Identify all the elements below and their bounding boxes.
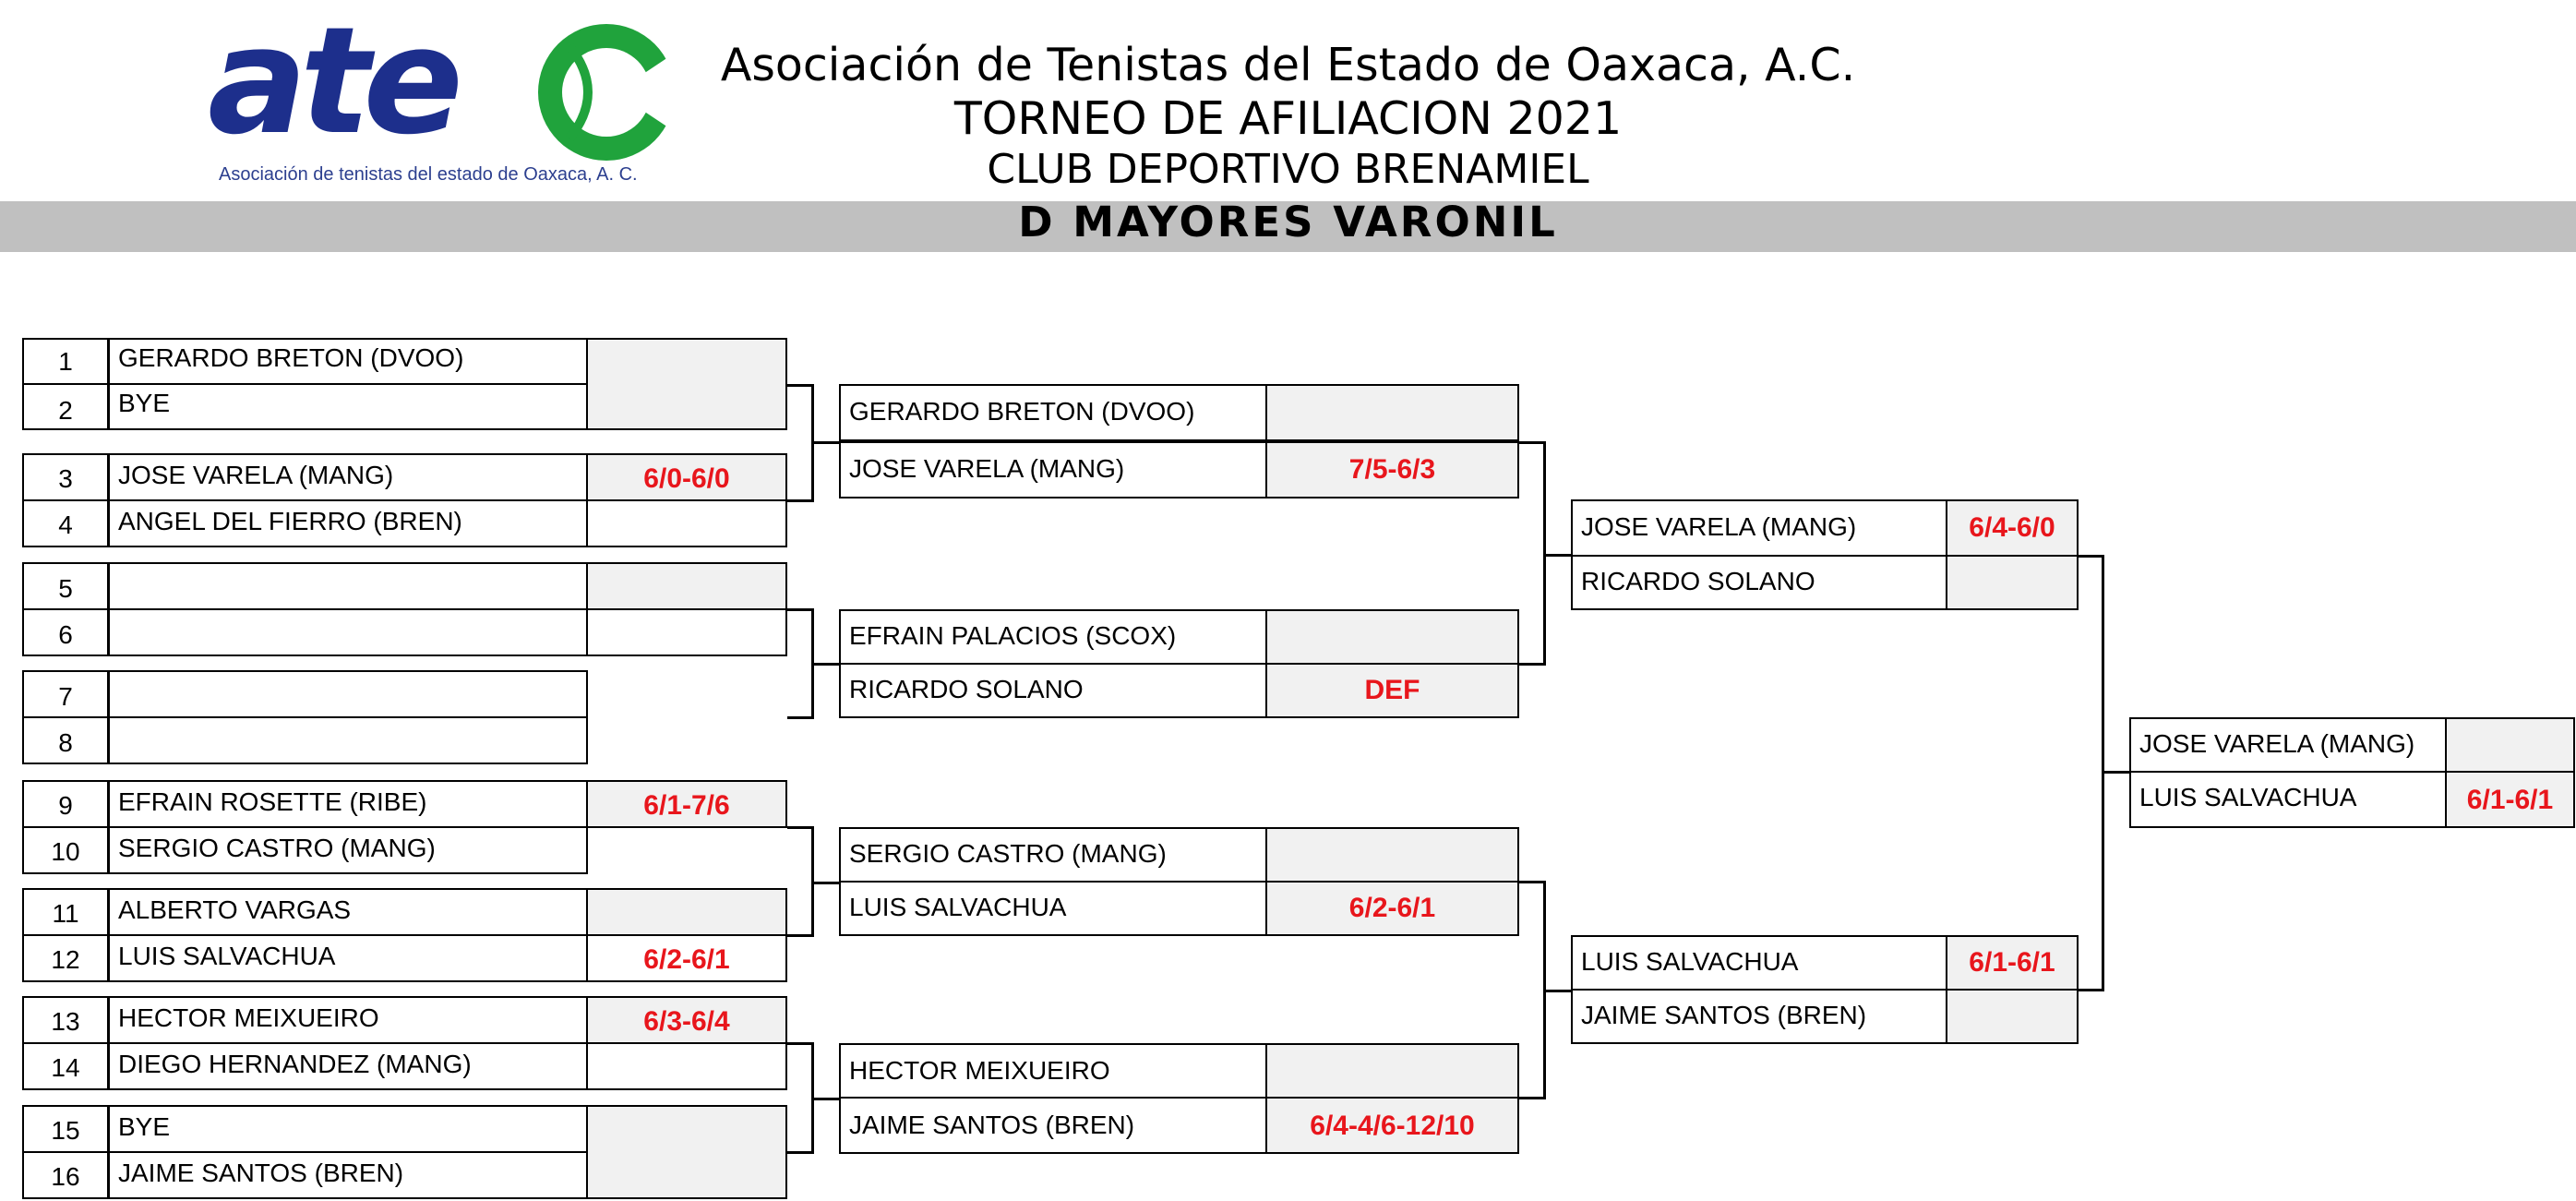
seed-number: 11 <box>22 888 109 936</box>
player-name: LUIS SALVACHUA <box>1571 935 1947 991</box>
match-score: 6/3-6/4 <box>586 996 787 1044</box>
player-name: BYE <box>108 383 588 430</box>
match-score: 6/4-4/6-12/10 <box>1265 1097 1519 1154</box>
match-score <box>586 562 787 610</box>
seed-number: 16 <box>22 1151 109 1199</box>
player-name <box>108 562 588 610</box>
match-score: 6/2-6/1 <box>1265 881 1519 936</box>
match-score <box>586 1042 787 1090</box>
match-score: 7/5-6/3 <box>1265 441 1519 498</box>
match-score <box>1946 989 2079 1044</box>
logo-wordmark: ate <box>208 0 456 167</box>
match-score <box>1265 609 1519 665</box>
seed-number: 13 <box>22 996 109 1044</box>
player-name: HECTOR MEIXUEIRO <box>108 996 588 1044</box>
match-score: 6/0-6/0 <box>586 453 787 501</box>
seed-number: 6 <box>22 608 109 656</box>
seed-number: 3 <box>22 453 109 501</box>
seed-number: 12 <box>22 934 109 982</box>
match-score: 6/2-6/1 <box>586 934 787 982</box>
player-name <box>108 670 588 718</box>
category-title: D MAYORES VARONIL <box>1018 198 1558 246</box>
player-name: BYE <box>108 1105 588 1153</box>
match-score <box>1265 827 1519 883</box>
match-score <box>1946 555 2079 610</box>
association-title: Asociación de Tenistas del Estado de Oaxaca, A.C. <box>720 39 1856 91</box>
seed-number: 10 <box>22 826 109 874</box>
player-name: HECTOR MEIXUEIRO <box>839 1043 1267 1099</box>
venue-title: CLUB DEPORTIVO BRENAMIEL <box>987 146 1589 193</box>
match-score <box>1265 384 1519 441</box>
match-score: 6/1-7/6 <box>586 780 787 828</box>
logo-tagline: Asociación de tenistas del estado de Oaxaca, A. C. <box>219 164 638 185</box>
player-name: EFRAIN ROSETTE (RIBE) <box>108 780 588 828</box>
seed-number: 9 <box>22 780 109 828</box>
player-name: DIEGO HERNANDEZ (MANG) <box>108 1042 588 1090</box>
player-name: JOSE VARELA (MANG) <box>2129 717 2447 773</box>
match-score: 6/4-6/0 <box>1946 499 2079 557</box>
player-name: JOSE VARELA (MANG) <box>1571 499 1947 557</box>
player-name: RICARDO SOLANO <box>1571 555 1947 610</box>
seed-number: 7 <box>22 670 109 718</box>
player-name: JAIME SANTOS (BREN) <box>1571 989 1947 1044</box>
player-name: RICARDO SOLANO <box>839 663 1267 718</box>
seed-number: 14 <box>22 1042 109 1090</box>
seed-number: 4 <box>22 499 109 547</box>
match-score: DEF <box>1265 663 1519 718</box>
match-score <box>1265 1043 1519 1099</box>
seed-number: 2 <box>22 383 109 430</box>
player-name: EFRAIN PALACIOS (SCOX) <box>839 609 1267 665</box>
tournament-title: TORNEO DE AFILIACION 2021 <box>953 92 1623 145</box>
seed-number: 5 <box>22 562 109 610</box>
player-name: JOSE VARELA (MANG) <box>839 441 1267 498</box>
player-name: GERARDO BRETON (DVOO) <box>108 338 588 385</box>
match-score <box>2445 717 2575 773</box>
match-score <box>586 499 787 547</box>
player-name: SERGIO CASTRO (MANG) <box>108 826 588 874</box>
player-name: ALBERTO VARGAS <box>108 888 588 936</box>
match-score <box>586 1105 787 1199</box>
player-name: LUIS SALVACHUA <box>839 881 1267 936</box>
player-name <box>108 716 588 764</box>
seed-number: 8 <box>22 716 109 764</box>
seed-number: 1 <box>22 338 109 385</box>
player-name: LUIS SALVACHUA <box>108 934 588 982</box>
player-name: JOSE VARELA (MANG) <box>108 453 588 501</box>
seed-number: 15 <box>22 1105 109 1153</box>
match-score: 6/1-6/1 <box>2445 771 2575 828</box>
player-name <box>108 608 588 656</box>
player-name: LUIS SALVACHUA <box>2129 771 2447 828</box>
player-name: ANGEL DEL FIERRO (BREN) <box>108 499 588 547</box>
player-name: JAIME SANTOS (BREN) <box>108 1151 588 1199</box>
match-score: 6/1-6/1 <box>1946 935 2079 991</box>
match-score <box>586 608 787 656</box>
player-name: SERGIO CASTRO (MANG) <box>839 827 1267 883</box>
match-score <box>586 338 787 430</box>
match-score <box>586 888 787 936</box>
player-name: GERARDO BRETON (DVOO) <box>839 384 1267 441</box>
player-name: JAIME SANTOS (BREN) <box>839 1097 1267 1154</box>
